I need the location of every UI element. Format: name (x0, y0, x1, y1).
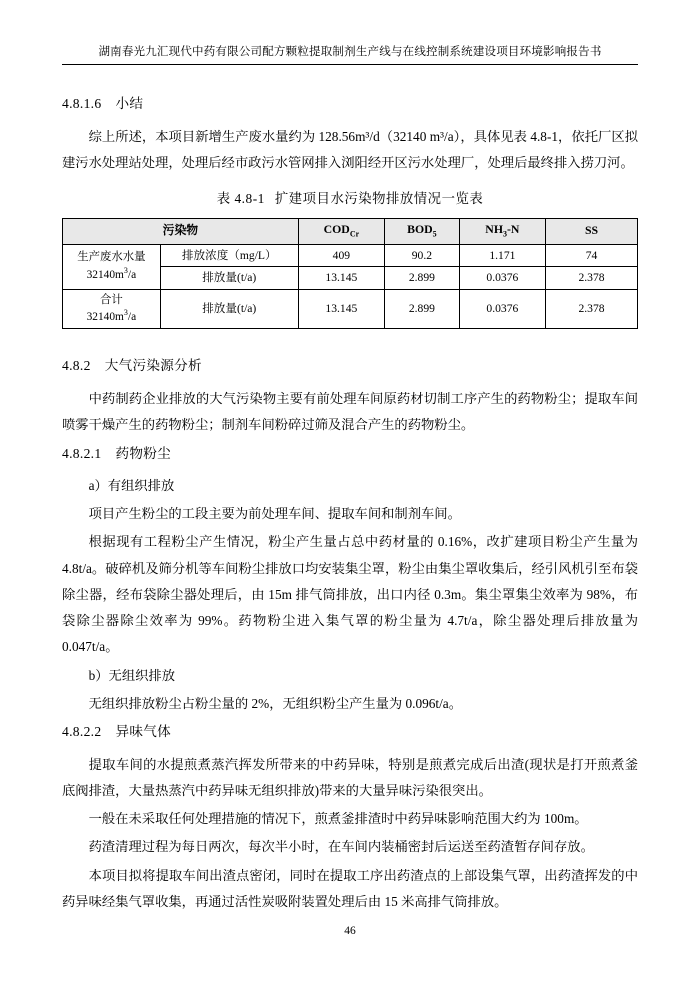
water-pollutant-table (62, 218, 638, 329)
heading-text: 药物粉尘 (115, 445, 172, 461)
heading-text: 异味气体 (115, 724, 172, 740)
cell-cod: 409 (298, 244, 384, 267)
heading-4-8-2-1 (62, 441, 638, 468)
table-header-nh3n: $NH_3-N$ (459, 219, 545, 244)
paragraph-odor-2: 一般在未采取任何处理措施的情况下，煎煮釜排渣时中药异味影响范围大约为 100m。 (88, 811, 588, 827)
table-caption-title: 扩建项目水污染物排放情况一览表 (274, 191, 484, 207)
paragraph-dust-workshops: 项目产生粉尘的工段主要为前处理车间、提取车间和制剂车间。 (88, 505, 461, 521)
heading-4-8-2-2 (62, 719, 638, 746)
heading-number: 4.8.2 (62, 358, 91, 374)
page-number: 46 (344, 925, 356, 937)
paragraph-odor-3: 药渣清理过程为每日两次，每次半小时，在车间内装桶密封后运送至药渣暂存间存放。 (88, 839, 594, 855)
table-caption (62, 186, 638, 212)
row-group-production: 生产废水水量 $32140m^3/a$ (63, 244, 161, 289)
heading-number: 4.8.2.1 (62, 445, 102, 461)
cell-nh3n: 1.171 (459, 244, 545, 267)
row-label-concentration: 排放浓度（mg/L） (160, 244, 298, 267)
cell-bod: 2.899 (385, 267, 460, 290)
heading-4-8-2 (62, 353, 638, 380)
row-label-amount-total: 排放量(t/a) (160, 289, 298, 329)
table-header-cod: $COD_{Cr}$ (298, 219, 384, 244)
paragraph-fugitive-dust: 无组织排放粉尘占粉尘量的 2%，无组织粉尘产生量为 0.096t/a。 (88, 695, 463, 711)
heading-number: 4.8.2.2 (62, 724, 102, 740)
heading-number: 4.8.1.6 (62, 96, 102, 112)
cell-ss: 2.378 (546, 267, 638, 290)
row-label-amount: 排放量(t/a) (160, 267, 298, 290)
table-header-ss: SS (546, 219, 638, 244)
cell-bod: 2.899 (385, 289, 460, 329)
table-header-bod: $BOD_5$ (385, 219, 460, 244)
table-row (63, 289, 638, 329)
paragraph-summary: 综上所述，本项目新增生产废水量约为 128.56m³/d（32140 m³/a），具体见表 4.8-1，依托厂区拟建污水处理站处理，处理后经市政污水管网排入浏阳经开区污水处理厂，处理后最终排入捞刀河。 (62, 128, 638, 170)
cell-ss: 74 (546, 244, 638, 267)
page-content (62, 65, 638, 915)
item-a-label: a）有组织排放 (88, 478, 175, 493)
cell-nh3n: 0.0376 (459, 289, 545, 329)
cell-bod: 90.2 (385, 244, 460, 267)
heading-4-8-1-6 (62, 91, 638, 118)
table-header-row (63, 219, 638, 244)
paragraph-dust-calculation: 根据现有工程粉尘产生情况，粉尘产生量占总中药材量的 0.16%，改扩建项目粉尘产生量为 4.8t/a。破碎机及筛分机等车间粉尘排放口均安装集尘罩，粉尘由集尘罩收集后，经引风机引至布袋除尘器，经布袋除尘器处理后，由 15m 排气筒排放，出口内径 0.3m。集尘罩集尘效率为 98%，布袋除尘器除尘效率为 99%。药物粉尘进入集气罩的粉尘量为 4.7t/a，除尘器处理后排放量为 0.047t/a。 (62, 534, 638, 655)
cell-cod: 13.145 (298, 289, 384, 329)
item-b-label: b）无组织排放 (88, 667, 176, 683)
paragraph-odor-1: 提取车间的水提煎煮蒸汽挥发所带来的中药异味，特别是煎煮完成后出渣(现状是打开煎煮釜底阀排渣，大量热蒸汽中药异味无组织排放)带来的大量异味污染很突出。 (62, 756, 638, 798)
table-header-pollutant: 污染物 (63, 219, 299, 244)
heading-text: 大气污染源分析 (104, 358, 202, 374)
page-header (62, 0, 638, 65)
cell-nh3n: 0.0376 (459, 267, 545, 290)
running-title: 湖南春光九汇现代中药有限公司配方颗粒提取制剂生产线与在线控制系统建设项目环境影响报告书 (98, 46, 602, 58)
table-row (63, 244, 638, 267)
cell-ss: 2.378 (546, 289, 638, 329)
table-caption-number: 表 4.8-1 (216, 191, 265, 207)
row-group-total: 合计 $32140m^3/a$ (63, 289, 161, 329)
heading-text: 小结 (115, 96, 144, 112)
paragraph-air-pollutants: 中药制药企业排放的大气污染物主要有前处理车间原药材切制工序产生的药物粉尘；提取车间喷雾干燥产生的药物粉尘；制剂车间粉碎过筛及混合产生的药物粉尘。 (62, 390, 638, 433)
cell-cod: 13.145 (298, 267, 384, 290)
paragraph-odor-4: 本项目拟将提取车间出渣点密闭，同时在提取工序出药渣点的上部设集气罩，出药渣挥发的中药异味经集气罩收集，再通过活性炭吸附装置处理后由 15 米高排气筒排放。 (62, 867, 638, 910)
